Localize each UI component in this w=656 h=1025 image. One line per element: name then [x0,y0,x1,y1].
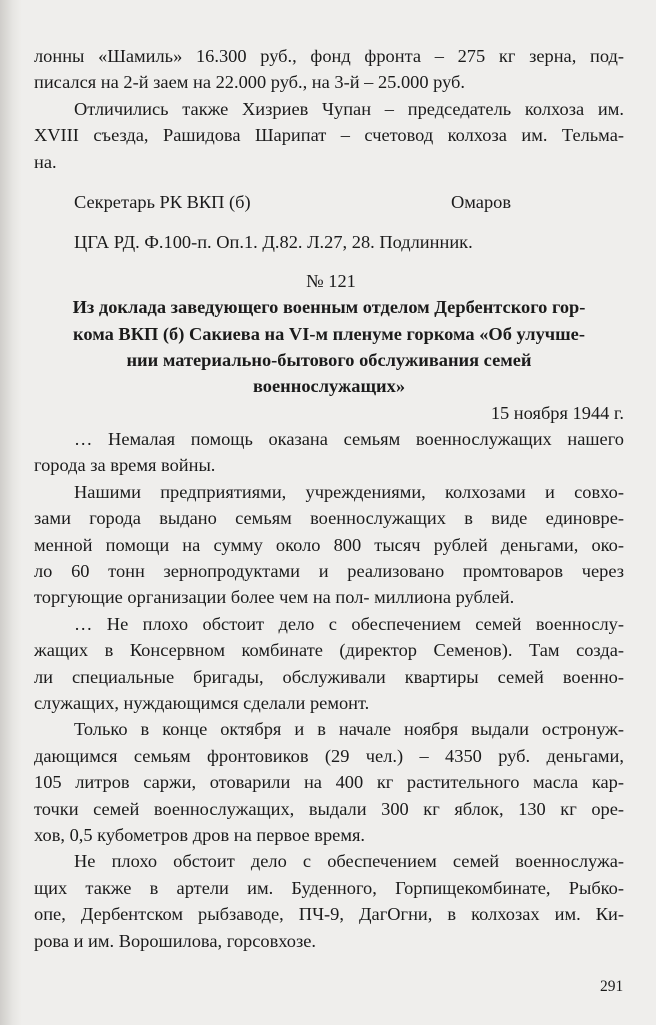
document-heading [34,294,624,400]
text-line: рова и им. Ворошилова, горсовхозе. [34,930,316,951]
text-line: на. [34,151,57,172]
text-line: … Не плохо обстоит дело с обеспечением семей военнослу- [74,613,624,634]
text-line: щих также в артели им. Буденного, Горпищекомбинате, Рыбко- [34,877,624,898]
signature-block [34,189,624,215]
spine-shadow [0,0,22,1025]
text-line: ло 60 тонн зернопродуктами и реализовано промтоваров через [34,561,624,582]
text-line: писался на 2-й заем на 22.000 руб., на 3-й – 25.000 руб. [34,72,465,93]
page-number: 291 [600,978,624,995]
text-line: Отличились также Хизриев Чупан – председатель колхоза им. [74,98,624,119]
text-line: дающимся семьям фронтовиков (29 чел.) – 4350 руб. деньгами, [34,745,624,766]
body-paragraph [34,848,624,954]
text-line: … Немалая помощь оказана семьям военнослужащих нашего [74,429,624,450]
text-line: ли специальные бригады, обслуживали квартиры семей военно- [34,666,624,687]
text-line: опе, Дербентском рыбзаводе, ПЧ-9, ДагОгни, в колхозах им. Ки- [34,904,624,925]
signature-position: Секретарь РК ВКП (б) [74,191,251,212]
text-line: Не плохо обстоит дело с обеспечением семей военнослужа- [74,851,624,872]
text-line: лонны «Шамиль» 16.300 руб., фонд фронта – 275 кг зерна, под- [34,46,624,66]
text-line: города за время войны. [34,455,216,476]
text-line: торгующие организации более чем на пол- миллиона рублей. [34,587,515,608]
heading-line: Из доклада заведующего военным отделом Дербентского гор- [72,297,586,318]
continuation-paragraph [34,43,624,96]
body-paragraph [34,426,624,479]
heading-line: нии материально-бытового обслуживания семей [126,349,532,370]
text-line: жащих в Консервном комбинате (директор Семенов). Там созда- [34,640,624,661]
document-number: № 121 [306,270,356,291]
text-line: менной помощи на сумму около 800 тысяч рублей деньгами, око- [34,534,624,555]
text-line: служащих, нуждающимся сделали ремонт. [34,692,370,713]
text-line: зами города выдано семьям военнослужащих в виде единовре- [34,508,624,529]
text-line: 105 литров саржи, отоварили на 400 кг растительного масла кар- [34,772,624,793]
text-line: точки семей военнослужащих, выдали 300 кг яблок, 130 кг оре- [34,798,624,819]
heading-line: кома ВКП (б) Сакиева на VI-м пленуме горкома «Об улучше- [73,323,585,344]
heading-line: военнослужащих» [252,376,406,397]
page-text [34,43,624,954]
text-line: Нашими предприятиями, учреждениями, колхозами и совхо- [74,481,624,502]
body-paragraph [34,716,624,848]
body-paragraph [34,611,624,717]
archive-reference: ЦГА РД. Ф.100-п. Оп.1. Д.82. Л.27, 28. Подлинник. [74,232,473,253]
text-line: Только в конце октября и в начале ноября выдали остронуж- [74,719,624,740]
note-paragraph [34,96,624,175]
body-paragraph [34,479,624,611]
document-date: 15 ноября 1944 г. [490,402,624,423]
text-line: хов, 0,5 кубометров дров на первое время. [34,824,366,845]
text-line: XVIII съезда, Рашидова Шарипат – счетовод колхоза им. Тельма- [34,125,624,146]
signature-name: Омаров [451,191,512,212]
